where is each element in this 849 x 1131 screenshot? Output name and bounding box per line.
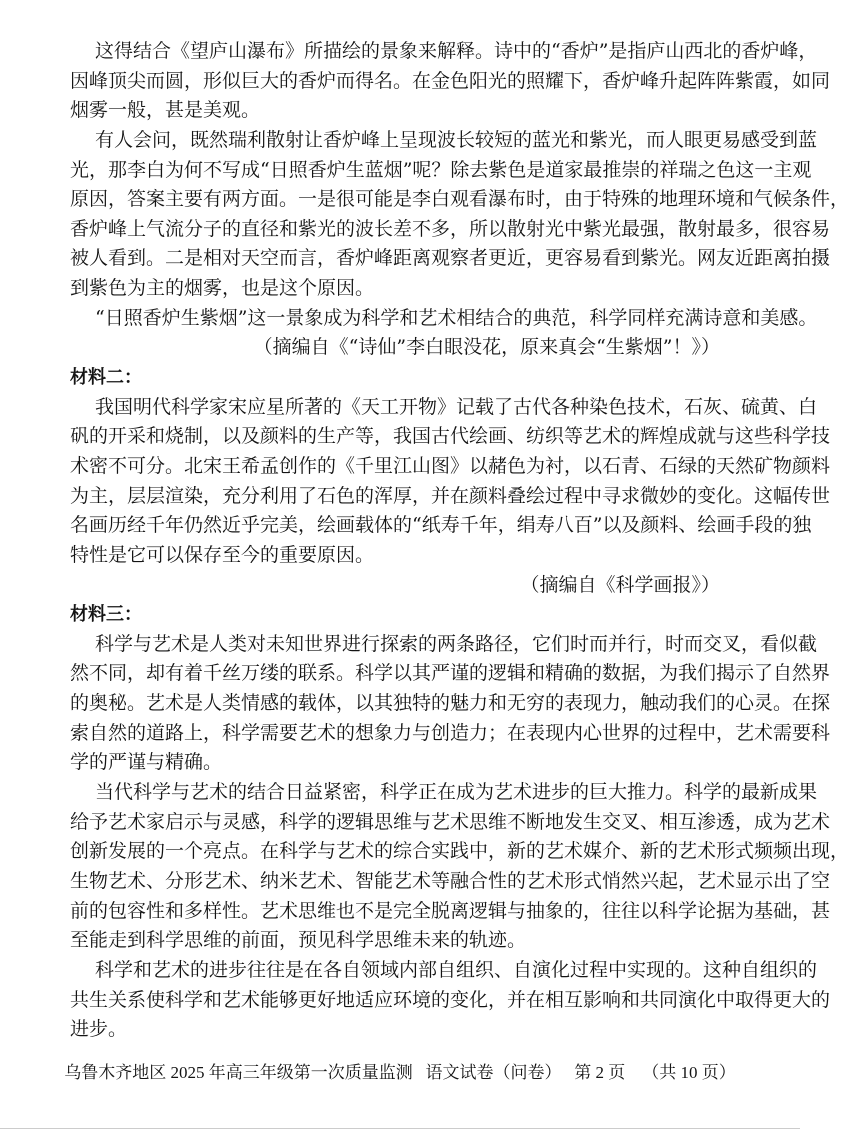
text-line: 创新发展的一个亮点。在科学与艺术的综合实践中，新的艺术媒介、新的艺术形式频频出现， xyxy=(70,840,849,863)
paragraph xyxy=(70,630,831,778)
text-line: 名画历经千年仍然近乎完美，绘画载体的“纸寿千年，绢寿八百”以及颜料、绘画手段的独 xyxy=(70,514,812,537)
text-line: 特性是它可以保存至今的重要原因。 xyxy=(70,543,375,566)
paragraph xyxy=(70,126,849,304)
text-line: 学的严谨与精确。 xyxy=(70,751,223,774)
text-line: 到紫色为主的烟雾，也是这个原因。 xyxy=(70,277,375,300)
text-line: 这得结合《望庐山瀑布》所描绘的景象来解释。诗中的“香炉”是指庐山西北的香炉峰， xyxy=(95,40,818,62)
text-line: 香炉峰上气流分子的直径和紫光的波长差不多，所以散射光中紫光最强，散射最多，很容易 xyxy=(70,217,831,240)
text-line: 科学和艺术的进步往往是在各自领域内部自组织、自演化过程中实现的。这种自组织的 xyxy=(95,958,818,981)
paragraph xyxy=(70,778,849,956)
text-line: 矾的开采和烧制，以及颜料的生产等，我国古代绘画、纺织等艺术的辉煌成就与这些科学技 xyxy=(70,425,831,448)
text-line: 给予艺术家启示与灵感，科学的逻辑思维与艺术思维不断地发生交叉、相互渗透，成为艺术 xyxy=(70,810,831,833)
paragraph xyxy=(70,37,831,126)
text-line: 至能走到科学思维的前面，预见科学思维未来的轨迹。 xyxy=(70,929,527,952)
document-body xyxy=(70,37,849,1045)
text-line: 科学与艺术是人类对未知世界进行探索的两条路径，它们时而并行，时而交叉，看似截 xyxy=(95,632,818,655)
text-line: 进步。 xyxy=(70,1018,128,1041)
text-line: 因峰顶尖而圆，形似巨大的香炉而得名。在金色阳光的照耀下，香炉峰升起阵阵紫霞，如同 xyxy=(70,69,831,92)
text-line: 生物艺术、分形艺术、纳米艺术、智能艺术等融合性的艺术形式悄然兴起，艺术显示出了空 xyxy=(70,869,831,892)
text-line: 当代科学与艺术的结合日益紧密，科学正在成为艺术进步的巨大推力。科学的最新成果 xyxy=(95,781,818,804)
text-line: 被人看到。二是相对天空而言，香炉峰距离观察者更近，更容易看到紫光。网友近距离拍摄 xyxy=(70,247,831,270)
text-line: 我国明代科学家宋应星所著的《天工开物》记载了古代各种染色技术，石灰、硫黄、白 xyxy=(95,395,818,418)
text-line: 的奥秘。艺术是人类情感的载体，以其独特的魅力和无穷的表现力，触动我们的心灵。在探 xyxy=(70,692,831,715)
text-line: 烟雾一般，甚是美观。 xyxy=(70,99,261,122)
section-heading: 材料三： xyxy=(70,604,142,626)
text-line: 共生关系使科学和艺术能够更好地适应环境的变化，并在相互影响和共同演化中取得更大的 xyxy=(70,988,831,1011)
text-line: 术密不可分。北宋王希孟创作的《千里江山图》以赭色为衬，以石青、石绿的天然矿物颜料 xyxy=(70,454,831,477)
page-edge-divider xyxy=(0,1128,800,1129)
section-heading: 材料二： xyxy=(70,367,142,389)
text-line: 索自然的道路上，科学需要艺术的想象力与创造力；在表现内心世界的过程中，艺术需要科 xyxy=(70,721,831,744)
paragraph xyxy=(70,956,831,1045)
page-footer xyxy=(0,1058,800,1083)
footer-exam-title: 乌鲁木齐地区 2025 年高三年级第一次质量监测 xyxy=(64,1063,413,1082)
text-line: 然不同，却有着千丝万缕的联系。科学以其严谨的逻辑和精确的数据，为我们揭示了自然界 xyxy=(70,662,831,685)
footer-paper-name: 语文试卷（问卷） xyxy=(425,1063,562,1082)
text-line: 原因，答案主要有两方面。一是很可能是李白观看瀑布时，由于特殊的地理环境和气候条件， xyxy=(70,188,849,211)
text-line: 前的包容性和多样性。艺术思维也不是完全脱离逻辑与抽象的，往往以科学论据为基础，甚 xyxy=(70,899,831,922)
text-line: 有人会问，既然瑞利散射让香炉峰上呈现波长较短的蓝光和紫光，而人眼更易感受到蓝 xyxy=(95,128,818,151)
paragraph xyxy=(70,393,831,571)
text-line: “日照香炉生紫烟”这一景象成为科学和艺术相结合的典范，科学同样充满诗意和美感。 xyxy=(95,306,818,329)
text-line: 光，那李白为何不写成“日照香炉生蓝烟”呢？除去紫色是道家最推崇的祥瑞之色这一主观 xyxy=(70,158,812,181)
paragraph xyxy=(70,304,818,334)
footer-page-number: 第 2 页 xyxy=(574,1063,626,1082)
source-citation: （摘编自《“诗仙”李白眼没花，原来真会“生紫烟”！》） xyxy=(253,336,720,359)
text-line: 为主，层层渲染，充分利用了石色的浑厚，并在颜料叠绘过程中寻求微妙的变化。这幅传世 xyxy=(70,484,831,507)
source-citation: （摘编自《科学画报》） xyxy=(520,573,720,596)
footer-total-pages: （共 10 页） xyxy=(642,1063,736,1082)
